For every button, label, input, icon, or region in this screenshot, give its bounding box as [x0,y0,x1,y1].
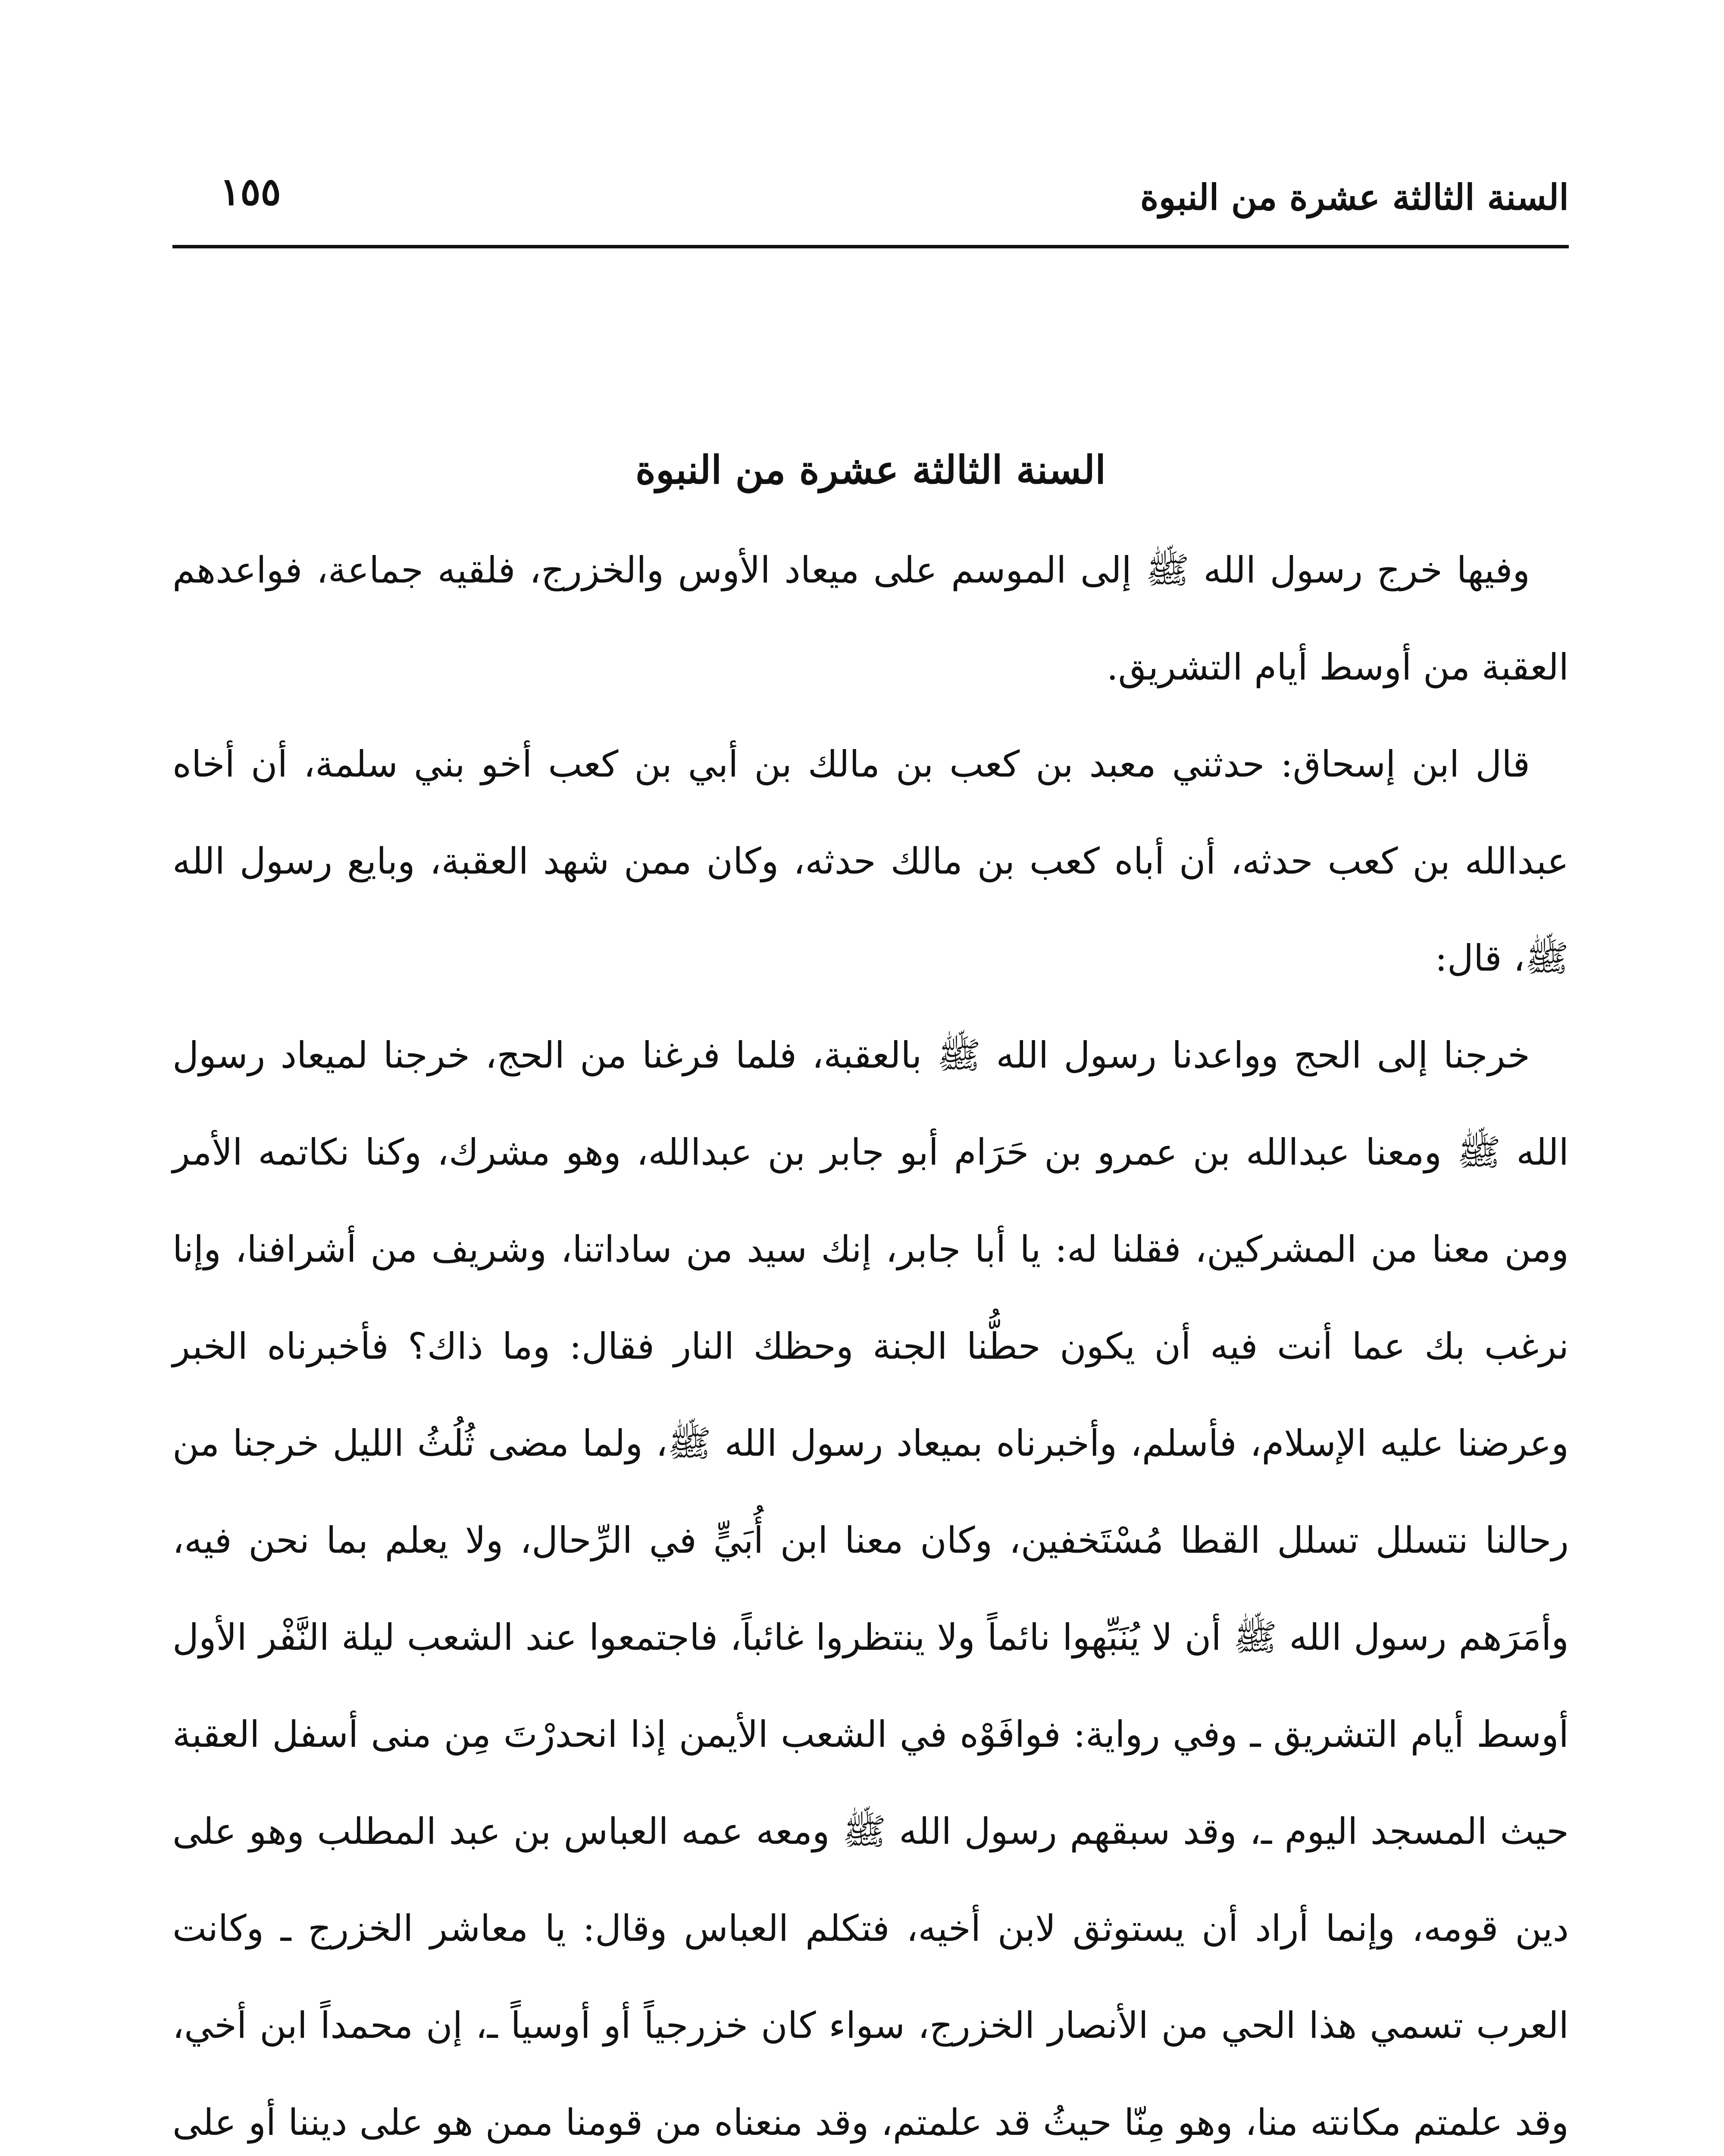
paragraph-3: خرجنا إلى الحج وواعدنا رسول الله ﷺ بالعقبة، فلما فرغنا من الحج، خرجنا لميعاد رسول الله ﷺ ومعنا عبدالله بن عمرو بن حَرَام أبو جابر بن عبدالله، وهو مشرك، وكنا نكاتمه الأمر ومن معنا من المشركين، فقلنا له: يا أبا جابر، إنك سيد من ساداتنا، وشريف من أشرافنا، وإنا نرغب بك عما أنت فيه أن يكون حطُّنا الجنة وحظك النار فقال: وما ذاك؟ فأخبرناه الخبر وعرضنا عليه الإسلام، فأسلم، وأخبرناه بميعاد رسول الله ﷺ، ولما مضى ثُلُثُ الليل خرجنا من رحالنا نتسلل تسلل القطا مُسْتَخفين، وكان معنا ابن أُبَيٍّ في الرِّحال، ولا يعلم بما نحن فيه، وأمَرَهم رسول الله ﷺ أن لا يُنَبِّهوا نائماً ولا ينتظروا غائباً، فاجتمعوا عند الشعب ليلة النَّفْر الأول أوسط أيام التشريق ـ وفي رواية: فوافَوْه في الشعب الأيمن إذا انحدرْتَ مِن منى أسفل العقبة حيث المسجد اليوم ـ، وقد سبقهم رسول الله ﷺ ومعه عمه العباس بن عبد المطلب وهو على دين قومه، وإنما أراد أن يستوثق لابن أخيه، فتكلم العباس وقال: يا معاشر الخزرج ـ وكانت العرب تسمي هذا الحي من الأنصار الخزرج، سواء كان خزرجياً أو أوسياً ـ، إن محمداً ابن أخي، وقد علمتم مكانته منا، وهو مِنّا حيثُ قد علمتم، وقد منعناه من قومنا ممن هو على ديننا أو على [172,1034,1569,2143]
main-text [172,431,1569,2156]
paragraph-2: قال ابن إسحاق: حدثني معبد بن كعب بن مالك بن أبي بن كعب أخو بني سلمة، أن أخاه عبدالله بن كعب حدثه، أن أباه كعب بن مالك حدثه، وكان ممن شهد العقبة، وبايع رسول الله ﷺ، قال: [172,743,1569,979]
page-number: ١٥٥ [220,169,281,214]
running-header [172,160,1569,246]
running-title: السنة الثالثة عشرة من النبوة [1140,177,1569,218]
paragraph-1: وفيها خرج رسول الله ﷺ إلى الموسم على ميعاد الأوس والخزرج، فلقيه جماعة، فواعدهم العقبة من أوسط أيام التشريق. [172,549,1569,688]
chapter-title: السنة الثالثة عشرة من النبوة [635,447,1106,493]
header-rule [172,245,1569,248]
